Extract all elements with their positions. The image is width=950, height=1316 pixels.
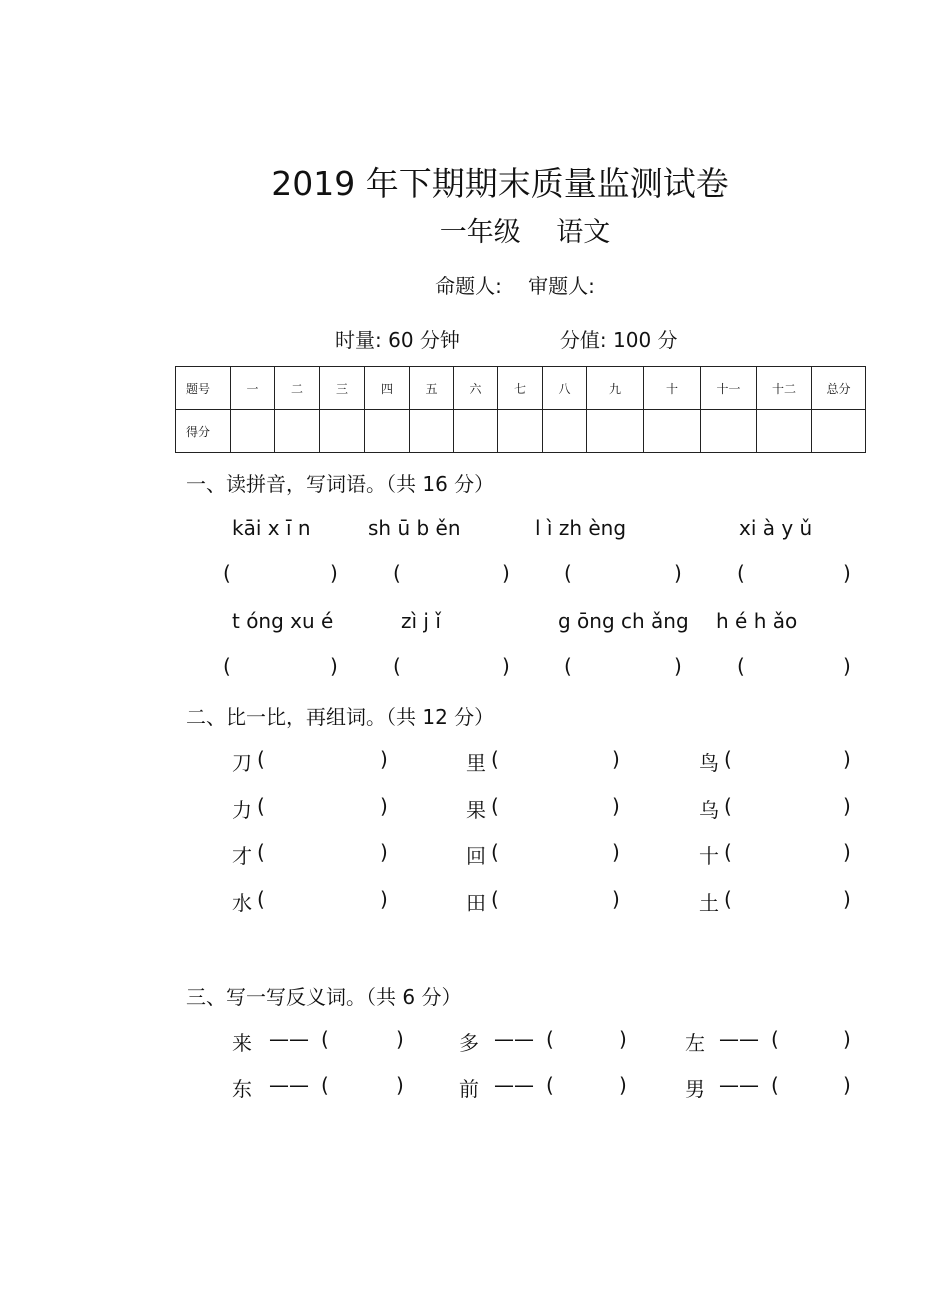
antonym-dash: —— bbox=[269, 1073, 309, 1097]
section2-heading: 二、比一比，再组词。（共 12 分） bbox=[186, 705, 495, 729]
answer-open: ( bbox=[771, 1073, 779, 1097]
answer-open: ( bbox=[491, 887, 499, 911]
answer-close: ) bbox=[612, 887, 620, 911]
section3-heading: 三、写一写反义词。（共 6 分） bbox=[186, 985, 462, 1009]
compare-char: 乌 bbox=[699, 798, 719, 822]
compare-char: 里 bbox=[466, 751, 486, 775]
table-cell: 五 bbox=[410, 367, 454, 410]
answer-open: ( bbox=[491, 747, 499, 771]
compare-char: 水 bbox=[232, 891, 252, 915]
table-cell: 九 bbox=[587, 367, 644, 410]
answer-open: ( bbox=[321, 1073, 329, 1097]
answer-close: ) bbox=[843, 654, 851, 678]
answer-open: ( bbox=[737, 654, 745, 678]
answer-close: ) bbox=[396, 1027, 404, 1051]
score-table bbox=[175, 366, 866, 453]
antonym-dash: —— bbox=[494, 1073, 534, 1097]
score-cell[interactable] bbox=[231, 410, 275, 453]
table-cell: 十 bbox=[644, 367, 701, 410]
answer-open: ( bbox=[491, 794, 499, 818]
answer-open: ( bbox=[737, 561, 745, 585]
table-cell: 七 bbox=[498, 367, 543, 410]
score-cell[interactable] bbox=[410, 410, 454, 453]
answer-close: ) bbox=[380, 747, 388, 771]
answer-close: ) bbox=[380, 794, 388, 818]
answer-open: ( bbox=[546, 1073, 554, 1097]
answer-open: ( bbox=[223, 561, 231, 585]
antonym-dash: —— bbox=[269, 1027, 309, 1051]
antonym-dash: —— bbox=[719, 1073, 759, 1097]
score-table-score-row bbox=[176, 410, 866, 453]
answer-close: ) bbox=[843, 1027, 851, 1051]
table-cell: 总分 bbox=[812, 367, 866, 410]
answer-close: ) bbox=[330, 561, 338, 585]
answer-open: ( bbox=[564, 561, 572, 585]
antonym-char: 左 bbox=[685, 1031, 705, 1055]
pinyin-item: h é h ǎo bbox=[716, 609, 798, 633]
table-cell: 三 bbox=[320, 367, 365, 410]
score-cell[interactable] bbox=[812, 410, 866, 453]
score-cell[interactable] bbox=[320, 410, 365, 453]
compare-char: 回 bbox=[466, 844, 486, 868]
answer-open: ( bbox=[321, 1027, 329, 1051]
antonym-char: 多 bbox=[459, 1031, 479, 1055]
score-cell[interactable] bbox=[587, 410, 644, 453]
antonym-dash: —— bbox=[719, 1027, 759, 1051]
compare-char: 土 bbox=[699, 891, 719, 915]
answer-open: ( bbox=[257, 887, 265, 911]
compare-char: 才 bbox=[232, 844, 252, 868]
table-cell: 八 bbox=[543, 367, 587, 410]
antonym-char: 男 bbox=[685, 1077, 705, 1101]
answer-open: ( bbox=[257, 840, 265, 864]
compare-char: 果 bbox=[466, 798, 486, 822]
pinyin-item: g ōng ch ǎng bbox=[558, 609, 689, 633]
score-cell[interactable] bbox=[701, 410, 757, 453]
answer-close: ) bbox=[619, 1073, 627, 1097]
answer-close: ) bbox=[843, 561, 851, 585]
answer-close: ) bbox=[380, 887, 388, 911]
antonym-char: 来 bbox=[232, 1031, 252, 1055]
antonym-char: 东 bbox=[232, 1077, 252, 1101]
answer-close: ) bbox=[612, 747, 620, 771]
table-cell: 六 bbox=[454, 367, 498, 410]
score-table-header-row bbox=[176, 367, 866, 410]
compare-char: 田 bbox=[466, 891, 486, 915]
answer-close: ) bbox=[674, 654, 682, 678]
pinyin-item: zì j ǐ bbox=[401, 609, 441, 633]
answer-open: ( bbox=[771, 1027, 779, 1051]
pinyin-item: l ì zh èng bbox=[535, 516, 627, 540]
answer-open: ( bbox=[223, 654, 231, 678]
answer-close: ) bbox=[612, 794, 620, 818]
compare-char: 刀 bbox=[232, 751, 252, 775]
antonym-dash: —— bbox=[494, 1027, 534, 1051]
score-cell[interactable] bbox=[757, 410, 812, 453]
time-score-line bbox=[335, 324, 678, 353]
compare-char: 鸟 bbox=[699, 751, 719, 775]
answer-open: ( bbox=[393, 561, 401, 585]
answer-close: ) bbox=[843, 1073, 851, 1097]
section1-heading: 一、读拼音，写词语。（共 16 分） bbox=[186, 472, 495, 496]
pinyin-item: xi à y ǔ bbox=[739, 516, 813, 540]
answer-close: ) bbox=[843, 887, 851, 911]
table-cell: 十二 bbox=[757, 367, 812, 410]
score-label: 分值: 100 分 bbox=[559, 328, 678, 352]
time-label: 时量: 60 分钟 bbox=[335, 328, 460, 352]
exam-title: 2019 年下期期末质量监测试卷 bbox=[271, 164, 729, 203]
score-cell[interactable] bbox=[644, 410, 701, 453]
pinyin-item: kāi x ī n bbox=[232, 516, 311, 540]
answer-open: ( bbox=[724, 840, 732, 864]
answer-open: ( bbox=[564, 654, 572, 678]
compare-char: 力 bbox=[232, 798, 252, 822]
answer-close: ) bbox=[612, 840, 620, 864]
answer-close: ) bbox=[674, 561, 682, 585]
authors-line: 命题人: 审题人: bbox=[435, 274, 595, 298]
score-cell[interactable] bbox=[365, 410, 410, 453]
table-cell: 四 bbox=[365, 367, 410, 410]
answer-close: ) bbox=[380, 840, 388, 864]
score-label-cell: 得分 bbox=[176, 410, 231, 453]
answer-close: ) bbox=[330, 654, 338, 678]
answer-close: ) bbox=[502, 654, 510, 678]
pinyin-item: sh ū b ěn bbox=[368, 516, 461, 540]
answer-open: ( bbox=[724, 747, 732, 771]
compare-char: 十 bbox=[699, 844, 719, 868]
table-cell: 一 bbox=[231, 367, 275, 410]
score-cell[interactable] bbox=[454, 410, 498, 453]
answer-open: ( bbox=[393, 654, 401, 678]
answer-close: ) bbox=[843, 747, 851, 771]
score-cell[interactable] bbox=[275, 410, 320, 453]
table-cell: 十一 bbox=[701, 367, 757, 410]
exam-subtitle: 一年级 语文 bbox=[439, 217, 611, 248]
table-cell: 二 bbox=[275, 367, 320, 410]
table-cell: 题号 bbox=[176, 367, 231, 410]
answer-close: ) bbox=[502, 561, 510, 585]
antonym-char: 前 bbox=[459, 1077, 479, 1101]
pinyin-item: t óng xu é bbox=[232, 609, 334, 633]
answer-open: ( bbox=[257, 794, 265, 818]
answer-open: ( bbox=[257, 747, 265, 771]
answer-open: ( bbox=[724, 794, 732, 818]
answer-close: ) bbox=[619, 1027, 627, 1051]
score-cell[interactable] bbox=[498, 410, 543, 453]
answer-open: ( bbox=[724, 887, 732, 911]
score-cell[interactable] bbox=[543, 410, 587, 453]
answer-open: ( bbox=[491, 840, 499, 864]
answer-close: ) bbox=[396, 1073, 404, 1097]
answer-close: ) bbox=[843, 840, 851, 864]
answer-open: ( bbox=[546, 1027, 554, 1051]
answer-close: ) bbox=[843, 794, 851, 818]
